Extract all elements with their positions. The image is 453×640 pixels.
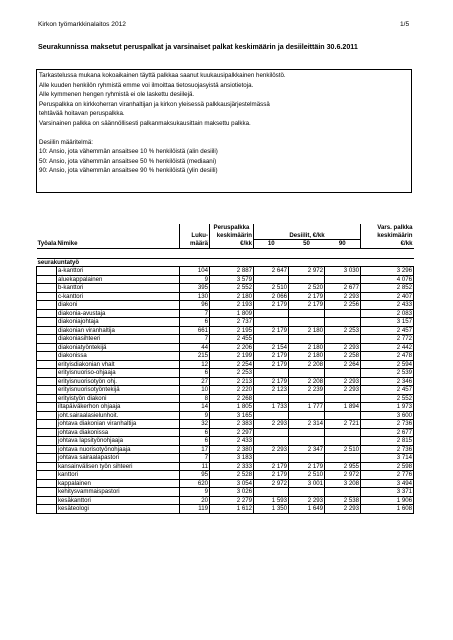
cell-n: 9 [180,411,210,420]
cell-pp: 2 552 [210,284,254,293]
cell-pp: 2 433 [210,437,254,446]
cell-n: 44 [180,343,210,352]
table-row [37,318,414,327]
table-row [37,292,414,301]
header-luku: Luku- [180,232,210,240]
cell-name: erityisnuorisotyön ohj. [57,377,180,386]
cell-d10 [254,394,289,403]
cell-vp: 2 594 [361,360,414,369]
header-desiili-50: 50 [289,240,325,249]
cell-d50: 2 239 [289,386,325,395]
cell-d10: 1 350 [254,505,289,514]
cell-name: kehitysvammaispastori [57,488,180,497]
table-row [37,275,414,284]
cell-d90 [325,275,361,284]
header-desiilit: Desiilit, €/kk [254,232,361,240]
cell-d50: 2 510 [289,471,325,480]
cell-d90: 2 677 [325,284,361,293]
header-nimike: Nimike [57,240,180,249]
cell-d50: 2 293 [289,496,325,505]
cell-name: diakoni [57,301,180,310]
cell-d10: 2 179 [254,377,289,386]
cell-d90 [325,428,361,437]
cell-d50: 2 180 [289,352,325,361]
table-row [37,437,414,446]
cell-n: 7 [180,454,210,463]
cell-d10: 2 647 [254,267,289,276]
cell-name: diakonian viranhaltija [57,326,180,335]
cell-n: 9 [180,488,210,497]
cell-d10 [254,428,289,437]
cell-d90: 2 293 [325,377,361,386]
cell-d10: 2 293 [254,420,289,429]
cell-n: 6 [180,369,210,378]
cell-name: kappalainen [57,479,180,488]
note-line: Varsinainen palkka on säännöllisesti palkanmaksukausittain maksettu palkka. [39,119,251,127]
cell-d90: 2 293 [325,505,361,514]
cell-name: aluekappalainen [57,275,180,284]
cell-d50: 2 179 [289,462,325,471]
note-line: 90: Ansio, jota vähemmän ansaitsee 90 % henkilöistä (ylin desiili) [39,167,218,174]
table-row [37,267,414,276]
cell-name: erityisnuorisotyöntekijä [57,386,180,395]
cell-pp: 3 054 [210,479,254,488]
cell-pp: 3 183 [210,454,254,463]
cell-d90 [325,309,361,318]
table-row [37,326,414,335]
table-row [37,505,414,514]
header-desiili-90: 90 [325,240,361,249]
header-maara: määrä [180,240,210,249]
cell-d10: 2 293 [254,445,289,454]
cell-pp: 2 737 [210,318,254,327]
section-label: seurakuntatyö [37,258,414,267]
cell-d50 [289,488,325,497]
cell-d90: 2 264 [325,360,361,369]
cell-d90 [325,454,361,463]
cell-d10 [254,369,289,378]
cell-name: erityisnuoriso-ohjaaja [57,369,180,378]
notes-box [36,69,412,193]
cell-pp: 2 253 [210,369,254,378]
cell-d50: 1 777 [289,403,325,412]
cell-name: diakoniatyöntekijä [57,343,180,352]
header-eur-kk-2: €/kk [361,240,414,249]
table-row [37,403,414,412]
cell-vp: 2 852 [361,284,414,293]
cell-pp: 2 220 [210,386,254,395]
header-eur-kk: €/kk [210,240,254,249]
cell-n: 395 [180,284,210,293]
table-row [37,335,414,344]
page-number: 1/5 [400,21,410,28]
cell-name: kanttori [57,471,180,480]
cell-pp: 1 809 [210,309,254,318]
table-row [37,496,414,505]
cell-d50: 2 520 [289,284,325,293]
cell-pp: 3 579 [210,275,254,284]
cell-vp: 3 714 [361,454,414,463]
cell-n: 104 [180,267,210,276]
cell-d50 [289,335,325,344]
cell-d50 [289,428,325,437]
cell-d10: 2 154 [254,343,289,352]
note-line: tehtävää hoitavan peruspalkka. [39,110,125,117]
cell-d90: 2 293 [325,292,361,301]
cell-n: 96 [180,301,210,310]
header-keskimaarin-2: keskimäärin [361,232,414,240]
cell-n: 10 [180,386,210,395]
cell-vp: 2 457 [361,386,414,395]
cell-d50 [289,454,325,463]
salary-table [36,224,413,514]
cell-n: 11 [180,462,210,471]
cell-name: erityisdiakonian vhalt [57,360,180,369]
cell-d10: 2 123 [254,386,289,395]
cell-d50: 3 001 [289,479,325,488]
cell-d10 [254,454,289,463]
cell-d50 [289,318,325,327]
header-vars-palkka: Vars. palkka [361,224,414,232]
cell-d90: 2 955 [325,462,361,471]
cell-pp: 2 213 [210,377,254,386]
note-line: Tarkastelussa mukana kokoaikainen täyttä palkkaa saanut kuukausipalkkainen henkilöstö. [39,72,286,79]
cell-d50 [289,309,325,318]
cell-pp: 2 279 [210,496,254,505]
cell-n: 130 [180,292,210,301]
table-row [37,309,414,318]
cell-name: kesäteologi [57,505,180,514]
cell-vp: 2 407 [361,292,414,301]
note-line [39,128,409,138]
cell-name: johtava lapsityönohjaaja [57,437,180,446]
cell-d50 [289,411,325,420]
cell-pp: 2 199 [210,352,254,361]
cell-name: diakoniasihteeri [57,335,180,344]
header-desiili-10: 10 [254,240,289,249]
cell-name: diakonissa [57,352,180,361]
cell-d10 [254,275,289,284]
header-tyoala: Työala [37,239,57,247]
cell-pp: 2 206 [210,343,254,352]
cell-d10: 2 179 [254,301,289,310]
cell-d50: 2 179 [289,292,325,301]
cell-d90: 2 510 [325,445,361,454]
cell-d90 [325,394,361,403]
cell-n: 661 [180,326,210,335]
cell-d10: 2 972 [254,479,289,488]
cell-d90: 3 208 [325,479,361,488]
cell-d10: 2 179 [254,360,289,369]
note-line: 50: Ansio, jota vähemmän ansaitsee 50 % henkilöistä (mediaani) [39,157,217,165]
cell-name: kesäkanttori [57,496,180,505]
cell-d10 [254,488,289,497]
cell-d10: 2 066 [254,292,289,301]
cell-d10 [254,411,289,420]
cell-name: joht.sairaalasielunhoit. [57,411,180,420]
cell-name: johtava diakonissa [57,428,180,437]
table-row [37,454,414,463]
cell-pp: 1 805 [210,403,254,412]
cell-vp: 2 442 [361,343,414,352]
note-line: 10: Ansio, jota vähemmän ansaitsee 10 % henkilöistä (alin desiili) [39,148,218,155]
cell-d90: 2 256 [325,301,361,310]
cell-n: 6 [180,318,210,327]
table-row [37,284,414,293]
cell-vp: 1 973 [361,403,414,412]
table-row [37,411,414,420]
cell-d10: 2 179 [254,352,289,361]
cell-vp: 3 371 [361,488,414,497]
cell-d90 [325,488,361,497]
cell-pp: 2 268 [210,394,254,403]
cell-vp: 2 772 [361,335,414,344]
cell-vp: 2 539 [361,369,414,378]
cell-d10 [254,309,289,318]
cell-d50 [289,394,325,403]
cell-vp: 3 494 [361,479,414,488]
note-line: Peruspalkka on kirkkoherran viranhaltijan ja kirkon yleisessä palkkausjärjestelmässä [39,100,270,108]
cell-n: 95 [180,471,210,480]
cell-d50: 2 208 [289,377,325,386]
cell-pp: 3 165 [210,411,254,420]
cell-n: 17 [180,445,210,454]
table-row [37,377,414,386]
cell-d50: 2 314 [289,420,325,429]
cell-d90: 3 030 [325,267,361,276]
cell-vp: 1 906 [361,496,414,505]
section-row [37,248,414,258]
cell-d90 [325,437,361,446]
cell-d10: 2 179 [254,462,289,471]
cell-d50: 2 179 [289,301,325,310]
cell-n: 20 [180,496,210,505]
cell-d90 [325,369,361,378]
cell-name: c-kanttori [57,292,180,301]
table-row [37,386,414,395]
cell-d50: 2 972 [289,267,325,276]
cell-vp: 2 815 [361,437,414,446]
cell-name: erityistyön diakoni [57,394,180,403]
cell-d90: 2 293 [325,343,361,352]
cell-vp: 2 478 [361,352,414,361]
cell-pp: 2 528 [210,471,254,480]
cell-n: 7 [180,309,210,318]
cell-pp: 2 193 [210,301,254,310]
cell-name: b-kanttori [57,284,180,293]
cell-vp: 2 598 [361,462,414,471]
table-row [37,352,414,361]
cell-d90 [325,335,361,344]
section-row [37,258,414,267]
cell-pp: 2 254 [210,360,254,369]
cell-d90: 2 253 [325,326,361,335]
cell-pp: 2 887 [210,267,254,276]
table-row [37,462,414,471]
cell-pp: 2 333 [210,462,254,471]
cell-vp: 2 083 [361,309,414,318]
cell-d10: 2 179 [254,471,289,480]
cell-d50 [289,369,325,378]
cell-pp: 2 455 [210,335,254,344]
cell-n: 9 [180,275,210,284]
cell-d50: 2 347 [289,445,325,454]
cell-d50 [289,275,325,284]
cell-d50: 1 649 [289,505,325,514]
cell-n: 12 [180,360,210,369]
cell-name: diakonia-avustaja [57,309,180,318]
cell-n: 7 [180,335,210,344]
cell-n: 32 [180,420,210,429]
cell-d90: 2 721 [325,420,361,429]
cell-pp: 2 297 [210,428,254,437]
cell-pp: 2 180 [210,292,254,301]
cell-d50: 2 208 [289,360,325,369]
cell-name: iltapäiväkerhon ohjaaja [57,403,180,412]
note-line: Alle kuuden henkilön ryhmistä emme voi ilmoittaa tietosuojasyistä ansiotietoja. [39,81,254,89]
table-row [37,301,414,310]
table-row [37,428,414,437]
cell-d10: 1 733 [254,403,289,412]
cell-vp: 3 157 [361,318,414,327]
table-row [37,369,414,378]
table-row [37,343,414,352]
cell-vp: 4 076 [361,275,414,284]
cell-pp: 2 380 [210,445,254,454]
cell-d10 [254,335,289,344]
cell-d90: 2 293 [325,386,361,395]
header-peruspalkka: Peruspalkka [210,224,254,232]
header-keskimaarin: keskimäärin [210,232,254,240]
cell-vp: 2 736 [361,445,414,454]
note-line: Alle kymmenen hengen ryhmistä ei ole laskettu desiilejä. [39,91,195,98]
cell-pp: 2 383 [210,420,254,429]
cell-d10 [254,318,289,327]
table-row [37,394,414,403]
cell-d10: 2 510 [254,284,289,293]
cell-vp: 3 296 [361,267,414,276]
cell-d10: 2 179 [254,326,289,335]
cell-vp: 3 600 [361,411,414,420]
cell-pp: 1 612 [210,505,254,514]
cell-d10 [254,437,289,446]
cell-vp: 2 433 [361,301,414,310]
table-row [37,488,414,497]
cell-d90 [325,318,361,327]
table-row [37,471,414,480]
cell-d50 [289,437,325,446]
cell-vp: 2 552 [361,394,414,403]
cell-vp: 2 776 [361,471,414,480]
table-row [37,360,414,369]
cell-d10: 1 593 [254,496,289,505]
cell-vp: 1 608 [361,505,414,514]
table-row [37,420,414,429]
cell-vp: 2 736 [361,420,414,429]
cell-vp: 2 677 [361,428,414,437]
cell-d90: 2 538 [325,496,361,505]
cell-name: kansainvälisen työn sihteeri [57,462,180,471]
cell-d90: 2 258 [325,352,361,361]
cell-name: diakoniajohtaja [57,318,180,327]
cell-d50: 2 180 [289,326,325,335]
cell-d90: 2 972 [325,471,361,480]
table-row [37,479,414,488]
cell-n: 119 [180,505,210,514]
cell-vp: 2 457 [361,326,414,335]
cell-n: 215 [180,352,210,361]
cell-name: johtava sairaalapastori [57,454,180,463]
cell-n: 6 [180,437,210,446]
cell-n: 27 [180,377,210,386]
cell-vp: 2 346 [361,377,414,386]
cell-pp: 3 026 [210,488,254,497]
cell-pp: 2 195 [210,326,254,335]
cell-name: johtava nuorisotyönohjaaja [57,445,180,454]
note-line: Desiilin määritelmä: [39,138,93,146]
cell-d50: 2 180 [289,343,325,352]
cell-name: a-kanttori [57,267,180,276]
document-title: Seurakunnissa maksetut peruspalkat ja varsinaiset palkat keskimäärin ja desiileittäin 30.6.2011 [38,43,358,51]
cell-name: johtava diakonian viranhaltija [57,420,180,429]
cell-n: 620 [180,479,210,488]
table-row [37,445,414,454]
cell-n: 14 [180,403,210,412]
cell-n: 6 [180,428,210,437]
cell-d90 [325,411,361,420]
cell-n: 8 [180,394,210,403]
cell-d90: 1 894 [325,403,361,412]
page-header-organization: Kirkon työmarkkinalaitos 2012 [38,21,126,28]
